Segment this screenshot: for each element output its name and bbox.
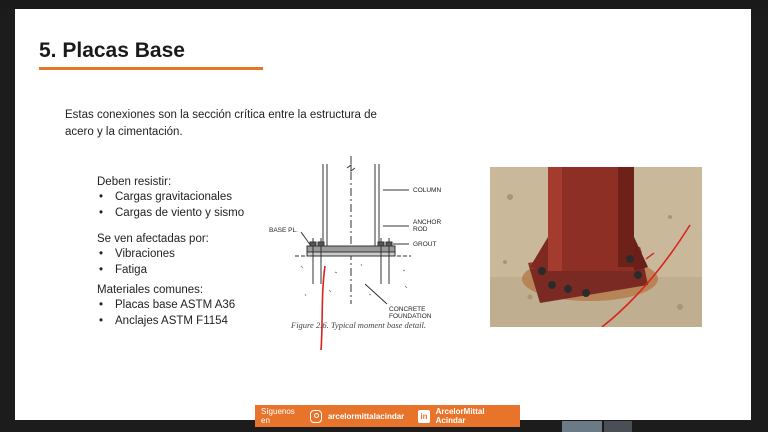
group-title-resist: Deben resistir: — [97, 176, 172, 188]
column-base-photo — [490, 167, 702, 327]
label-anchor: ANCHOR — [413, 219, 442, 226]
footer-label: Síguenos en — [261, 407, 295, 425]
figure-caption: Figure 2.6. Typical moment base detail. — [291, 320, 427, 330]
label-concrete: CONCRETE — [389, 306, 426, 313]
video-thumbnail[interactable] — [562, 421, 602, 432]
slide-title: 5. Placas Base — [39, 39, 185, 62]
list-item: • Cargas de viento y sismo — [97, 206, 244, 222]
list-item: • Placas base ASTM A36 — [97, 298, 235, 314]
top-bar — [0, 0, 768, 9]
instagram-handle[interactable]: arcelormittalacindar — [327, 411, 405, 421]
group-title-affected: Se ven afectadas por: — [97, 233, 209, 245]
list-affected — [97, 247, 175, 278]
list-item: • Anclajes ASTM F1154 — [97, 314, 235, 330]
group-title-materials: Materiales comunes: — [97, 284, 204, 296]
list-item: • Fatiga — [97, 263, 175, 279]
linkedin-handle[interactable]: ArcelorMittal Acindar — [435, 407, 485, 425]
label-column: COLUMN — [413, 187, 442, 194]
video-thumbnail[interactable] — [604, 421, 632, 432]
title-underline — [39, 67, 263, 70]
label-grout: GROUT — [413, 241, 437, 248]
presentation-slide — [15, 9, 751, 420]
list-item: • Cargas gravitacionales — [97, 190, 244, 206]
label-base-pl: BASE PL. — [269, 227, 298, 234]
instagram-icon[interactable] — [310, 410, 322, 423]
linkedin-icon[interactable]: in — [418, 410, 429, 423]
intro-text: Estas conexiones son la sección crítica entre la estructura de acero y la cimentación. — [65, 109, 377, 138]
list-item: • Vibraciones — [97, 247, 175, 263]
social-footer-bar — [255, 405, 520, 427]
list-resist — [97, 190, 244, 221]
red-annotation-mark — [321, 266, 325, 350]
list-materials — [97, 298, 235, 329]
label-foundation: FOUNDATION — [389, 313, 432, 320]
label-rod: ROD — [413, 226, 428, 233]
